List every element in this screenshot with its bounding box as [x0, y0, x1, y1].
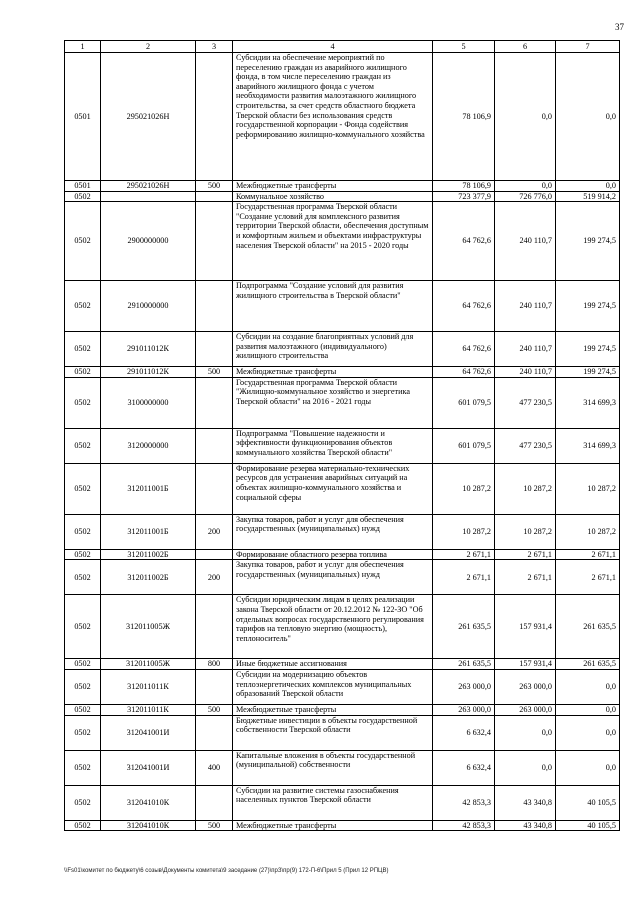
table-row: [65, 463, 620, 514]
amount-col7-cell: 2 671,1: [556, 560, 620, 595]
amount-col6-cell: 726 776,0: [495, 191, 556, 202]
amount-col7-cell: 199 274,5: [556, 281, 620, 332]
section-code-cell: 0502: [65, 750, 101, 785]
page-number: 37: [615, 22, 624, 32]
amount-col6-cell: 240 110,7: [495, 202, 556, 281]
amount-col7-cell: 10 287,2: [556, 463, 620, 514]
amount-col5-cell: 10 287,2: [433, 463, 495, 514]
target-article-cell: 312011005Ж: [101, 595, 196, 659]
amount-col5-cell: 64 762,6: [433, 202, 495, 281]
expense-type-cell: [196, 549, 233, 560]
description-cell: Формирование резерва материально-технических ресурсов для устранения аварийных ситуаций на объектах жилищно-коммунального хозяйства и социальной сферы: [233, 463, 433, 514]
target-article-cell: 312011001Б: [101, 514, 196, 549]
amount-col6-cell: 157 931,4: [495, 659, 556, 670]
table-row: [65, 549, 620, 560]
description-cell: Межбюджетные трансферты: [233, 704, 433, 715]
amount-col5-cell: 601 079,5: [433, 428, 495, 463]
amount-col6-cell: 240 110,7: [495, 281, 556, 332]
target-article-cell: 312011011К: [101, 669, 196, 704]
description-cell: Межбюджетные трансферты: [233, 367, 433, 378]
table-header-row: [65, 41, 620, 53]
section-code-cell: 0502: [65, 281, 101, 332]
description-cell: Субсидии на развитие системы газоснабжения населенных пунктов Тверской области: [233, 785, 433, 820]
amount-col7-cell: 261 635,5: [556, 595, 620, 659]
table-row: [65, 191, 620, 202]
expense-type-cell: 400: [196, 750, 233, 785]
amount-col6-cell: 2 671,1: [495, 560, 556, 595]
amount-col7-cell: 10 287,2: [556, 514, 620, 549]
table-body: [65, 53, 620, 831]
table-row: [65, 281, 620, 332]
target-article-cell: 312041001И: [101, 750, 196, 785]
expense-type-cell: [196, 377, 233, 428]
expense-type-cell: [196, 332, 233, 367]
amount-col5-cell: 261 635,5: [433, 595, 495, 659]
target-article-cell: 2900000000: [101, 202, 196, 281]
description-cell: Межбюджетные трансферты: [233, 820, 433, 831]
section-code-cell: 0502: [65, 595, 101, 659]
column-header-2: 2: [101, 41, 196, 53]
target-article-cell: 291011012К: [101, 367, 196, 378]
section-code-cell: 0502: [65, 377, 101, 428]
column-header-4: 4: [233, 41, 433, 53]
table-row: [65, 715, 620, 750]
expense-type-cell: 500: [196, 820, 233, 831]
table-row: [65, 669, 620, 704]
table-row: [65, 704, 620, 715]
amount-col5-cell: 42 853,3: [433, 785, 495, 820]
amount-col6-cell: 263 000,0: [495, 669, 556, 704]
section-code-cell: 0502: [65, 715, 101, 750]
table-row: [65, 202, 620, 281]
expense-type-cell: [196, 669, 233, 704]
amount-col6-cell: 43 340,8: [495, 785, 556, 820]
column-header-6: 6: [495, 41, 556, 53]
table-row: [65, 750, 620, 785]
amount-col7-cell: 314 699,3: [556, 377, 620, 428]
section-code-cell: 0502: [65, 428, 101, 463]
description-cell: Подпрограмма "Создание условий для развития жилищного строительства в Тверской области": [233, 281, 433, 332]
table-row: [65, 428, 620, 463]
expense-type-cell: 200: [196, 560, 233, 595]
section-code-cell: 0502: [65, 785, 101, 820]
amount-col7-cell: 0,0: [556, 669, 620, 704]
amount-col7-cell: 0,0: [556, 704, 620, 715]
section-code-cell: 0502: [65, 514, 101, 549]
amount-col7-cell: 314 699,3: [556, 428, 620, 463]
column-header-5: 5: [433, 41, 495, 53]
amount-col7-cell: 0,0: [556, 53, 620, 181]
description-cell: Формирование областного резерва топлива: [233, 549, 433, 560]
expense-type-cell: 500: [196, 704, 233, 715]
table-row: [65, 514, 620, 549]
table-row: [65, 560, 620, 595]
section-code-cell: 0501: [65, 53, 101, 181]
amount-col5-cell: 6 632,4: [433, 750, 495, 785]
amount-col6-cell: 477 230,5: [495, 428, 556, 463]
amount-col5-cell: 42 853,3: [433, 820, 495, 831]
expense-type-cell: 800: [196, 659, 233, 670]
target-article-cell: [101, 191, 196, 202]
file-path-footer: \\Fs01\комитет по бюджету\6 созыв\Документы комитета\9 заседание (27)\прЗ\пр(9) 172-П-6\Прил 5 (Прил 12 РПЦВ): [64, 868, 389, 874]
amount-col6-cell: 240 110,7: [495, 367, 556, 378]
description-cell: Коммунальное хозяйство: [233, 191, 433, 202]
description-cell: Субсидии юридическим лицам в целях реализации закона Тверской области от 20.12.2012 № 122-ЗО "Об отдельных вопросах государственного регулирования тарифов на тепловую энергию (мощность), теплоноситель": [233, 595, 433, 659]
section-code-cell: 0502: [65, 820, 101, 831]
description-cell: Государственная программа Тверской области "Жилищно-коммунальное хозяйство и энергетика Тверской области" на 2016 - 2021 годы: [233, 377, 433, 428]
amount-col5-cell: 64 762,6: [433, 281, 495, 332]
expense-type-cell: [196, 595, 233, 659]
amount-col7-cell: 40 105,5: [556, 785, 620, 820]
target-article-cell: 312011011К: [101, 704, 196, 715]
amount-col6-cell: 2 671,1: [495, 549, 556, 560]
target-article-cell: 312011002Б: [101, 549, 196, 560]
description-cell: Субсидии на создание благоприятных условий для развития малоэтажного (индивидуального) жилищного строительства: [233, 332, 433, 367]
section-code-cell: 0502: [65, 704, 101, 715]
table-row: [65, 332, 620, 367]
target-article-cell: 312041001И: [101, 715, 196, 750]
amount-col7-cell: 2 671,1: [556, 549, 620, 560]
description-cell: Субсидии на обеспечение мероприятий по переселению граждан из аварийного жилищного фонда, в том числе переселению граждан из аварийного жилищного фонда с учетом необходимости развития малоэтажного жилищного строительства, за счет средств областного бюджета Тверской области без использования средств государственной корпорации - Фонда содействия реформированию жилищно-коммунального хозяйства: [233, 53, 433, 181]
target-article-cell: 295021026Н: [101, 181, 196, 192]
expense-type-cell: [196, 785, 233, 820]
amount-col7-cell: 0,0: [556, 181, 620, 192]
table-row: [65, 659, 620, 670]
description-cell: Закупка товаров, работ и услуг для обеспечения государственных (муниципальных) нужд: [233, 514, 433, 549]
section-code-cell: 0502: [65, 549, 101, 560]
table-row: [65, 595, 620, 659]
amount-col5-cell: 64 762,6: [433, 367, 495, 378]
expense-type-cell: 200: [196, 514, 233, 549]
expense-type-cell: [196, 428, 233, 463]
table-row: [65, 181, 620, 192]
amount-col5-cell: 601 079,5: [433, 377, 495, 428]
amount-col7-cell: 519 914,2: [556, 191, 620, 202]
expense-type-cell: 500: [196, 367, 233, 378]
description-cell: Подпрограмма "Повышение надежности и эффективности функционирования объектов коммунального хозяйства Тверской области": [233, 428, 433, 463]
target-article-cell: 312041010К: [101, 785, 196, 820]
table-row: [65, 53, 620, 181]
amount-col7-cell: 199 274,5: [556, 367, 620, 378]
description-cell: Закупка товаров, работ и услуг для обеспечения государственных (муниципальных) нужд: [233, 560, 433, 595]
expense-type-cell: [196, 191, 233, 202]
amount-col6-cell: 157 931,4: [495, 595, 556, 659]
amount-col6-cell: 10 287,2: [495, 514, 556, 549]
amount-col7-cell: 261 635,5: [556, 659, 620, 670]
target-article-cell: 312041010К: [101, 820, 196, 831]
amount-col7-cell: 0,0: [556, 750, 620, 785]
section-code-cell: 0502: [65, 191, 101, 202]
target-article-cell: 295021026Н: [101, 53, 196, 181]
target-article-cell: 3100000000: [101, 377, 196, 428]
amount-col5-cell: 78 106,9: [433, 53, 495, 181]
amount-col7-cell: 0,0: [556, 715, 620, 750]
amount-col5-cell: 6 632,4: [433, 715, 495, 750]
expense-type-cell: [196, 715, 233, 750]
table-row: [65, 377, 620, 428]
table-row: [65, 820, 620, 831]
expense-type-cell: [196, 53, 233, 181]
expense-type-cell: [196, 202, 233, 281]
target-article-cell: 312011005Ж: [101, 659, 196, 670]
amount-col5-cell: 64 762,6: [433, 332, 495, 367]
column-header-3: 3: [196, 41, 233, 53]
section-code-cell: 0502: [65, 659, 101, 670]
description-cell: Государственная программа Тверской области "Создание условий для комплексного развития территории Тверской области, обеспечения доступным и комфортным жильем и объектами инфраструктуры населения Тверской области" на 2015 - 2020 годы: [233, 202, 433, 281]
amount-col5-cell: 723 377,9: [433, 191, 495, 202]
amount-col6-cell: 477 230,5: [495, 377, 556, 428]
description-cell: Межбюджетные трансферты: [233, 181, 433, 192]
amount-col6-cell: 0,0: [495, 181, 556, 192]
description-cell: Субсидии на модернизацию объектов теплоэнергетических комплексов муниципальных образований Тверской области: [233, 669, 433, 704]
amount-col5-cell: 261 635,5: [433, 659, 495, 670]
amount-col5-cell: 10 287,2: [433, 514, 495, 549]
column-header-7: 7: [556, 41, 620, 53]
target-article-cell: 312011002Б: [101, 560, 196, 595]
amount-col5-cell: 2 671,1: [433, 549, 495, 560]
amount-col6-cell: 240 110,7: [495, 332, 556, 367]
section-code-cell: 0502: [65, 669, 101, 704]
target-article-cell: 3120000000: [101, 428, 196, 463]
amount-col7-cell: 40 105,5: [556, 820, 620, 831]
description-cell: Иные бюджетные ассигнования: [233, 659, 433, 670]
amount-col6-cell: 263 000,0: [495, 704, 556, 715]
column-header-1: 1: [65, 41, 101, 53]
section-code-cell: 0502: [65, 332, 101, 367]
amount-col7-cell: 199 274,5: [556, 332, 620, 367]
section-code-cell: 0502: [65, 367, 101, 378]
amount-col6-cell: 10 287,2: [495, 463, 556, 514]
section-code-cell: 0502: [65, 202, 101, 281]
expense-type-cell: [196, 281, 233, 332]
table-row: [65, 367, 620, 378]
target-article-cell: 291011012К: [101, 332, 196, 367]
description-cell: Капитальные вложения в объекты государственной (муниципальной) собственности: [233, 750, 433, 785]
amount-col5-cell: 2 671,1: [433, 560, 495, 595]
amount-col5-cell: 78 106,9: [433, 181, 495, 192]
amount-col5-cell: 263 000,0: [433, 669, 495, 704]
amount-col6-cell: 0,0: [495, 750, 556, 785]
amount-col6-cell: 43 340,8: [495, 820, 556, 831]
amount-col7-cell: 199 274,5: [556, 202, 620, 281]
amount-col6-cell: 0,0: [495, 715, 556, 750]
target-article-cell: 2910000000: [101, 281, 196, 332]
description-cell: Бюджетные инвестиции в объекты государственной собственности Тверской области: [233, 715, 433, 750]
expense-type-cell: 500: [196, 181, 233, 192]
amount-col5-cell: 263 000,0: [433, 704, 495, 715]
section-code-cell: 0502: [65, 560, 101, 595]
expense-type-cell: [196, 463, 233, 514]
target-article-cell: 312011001Б: [101, 463, 196, 514]
amount-col6-cell: 0,0: [495, 53, 556, 181]
section-code-cell: 0501: [65, 181, 101, 192]
section-code-cell: 0502: [65, 463, 101, 514]
table-row: [65, 785, 620, 820]
budget-table: [64, 40, 620, 831]
